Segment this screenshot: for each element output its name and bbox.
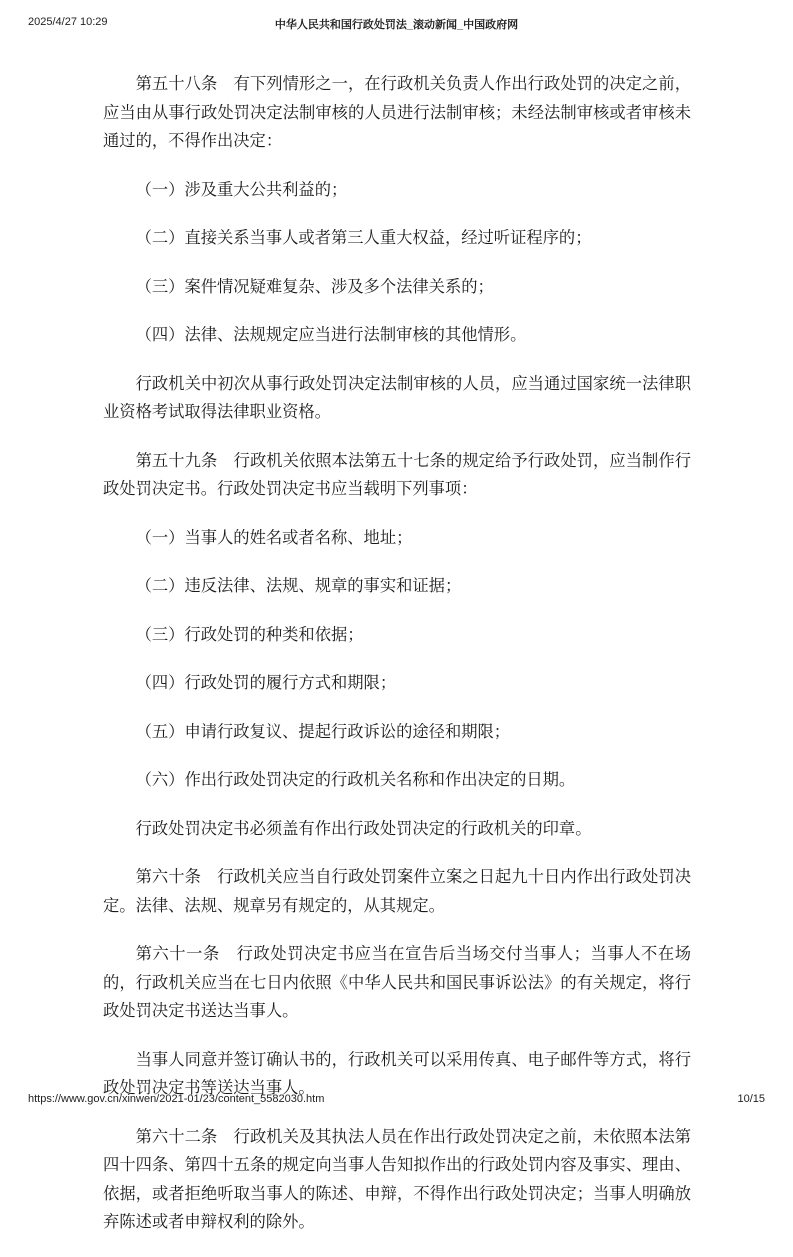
page-number: 10/15 — [737, 1093, 765, 1105]
article-58-item-2: （二）直接关系当事人或者第三人重大权益，经过听证程序的； — [135, 228, 592, 247]
article-58-item-4: （四）法律、法规规定应当进行法制审核的其他情形。 — [135, 325, 527, 344]
article-59-intro: 第五十九条 行政机关依照本法第五十七条的规定给予行政处罚，应当制作行政处罚决定书。行政处罚决定书应当载明下列事项： — [103, 450, 691, 498]
article-58-item-1: （一）涉及重大公共利益的； — [135, 179, 348, 199]
print-footer — [28, 1093, 765, 1109]
article-59-item-3: （三）行政处罚的种类和依据； — [135, 624, 364, 644]
article-59-item-2: （二）违反法律、法规、规章的事实和证据； — [135, 576, 462, 595]
article-61: 第六十一条 行政处罚决定书应当在宣告后当场交付当事人；当事人不在场的，行政机关应当在七日内依照《中华人民共和国民事诉讼法》的有关规定，将行政处罚决定书送达当事人。 — [103, 944, 691, 1020]
article-59-item-5: （五）申请行政复议、提起行政诉讼的途径和期限； — [135, 721, 511, 741]
article-59-item-4: （四）行政处罚的履行方式和期限； — [135, 673, 397, 692]
article-61-paragraph-2: 当事人同意并签订确认书的，行政机关可以采用传真、电子邮件等方式，将行政处罚决定书等送达当事人。 — [103, 1049, 691, 1097]
article-59-paragraph-2: 行政处罚决定书必须盖有作出行政处罚决定的行政机关的印章。 — [135, 818, 592, 838]
article-58-item-3: （三）案件情况疑难复杂、涉及多个法律关系的； — [135, 276, 494, 296]
article-60: 第六十条 行政机关应当自行政处罚案件立案之日起九十日内作出行政处罚决定。法律、法规、规章另有规定的，从其规定。 — [103, 867, 691, 915]
article-62: 第六十二条 行政机关及其执法人员在作出行政处罚决定之前，未依照本法第四十四条、第四十五条的规定向当事人告知拟作出的行政处罚内容及事实、理由、依据，或者拒绝听取当事人的陈述、申辩，不得作出行政处罚决定；当事人明确放弃陈述或者申辩权利的除外。 — [103, 1126, 691, 1231]
print-datetime: 2025/4/27 10:29 — [28, 16, 108, 28]
law-text-body — [103, 70, 691, 1257]
article-58-paragraph-2: 行政机关中初次从事行政处罚决定法制审核的人员，应当通过国家统一法律职业资格考试取得法律职业资格。 — [103, 373, 691, 421]
article-58-intro: 第五十八条 有下列情形之一，在行政机关负责人作出行政处罚的决定之前，应当由从事行政处罚决定法制审核的人员进行法制审核；未经法制审核或者审核未通过的，不得作出决定： — [103, 74, 691, 150]
print-header — [28, 16, 765, 32]
source-url: https://www.gov.cn/xinwen/2021-01/23/content_5582030.htm — [28, 1093, 325, 1105]
article-59-item-1: （一）当事人的姓名或者名称、地址； — [135, 527, 413, 547]
page-title: 中华人民共和国行政处罚法_滚动新闻_中国政府网 — [274, 19, 519, 31]
article-59-item-6: （六）作出行政处罚决定的行政机关名称和作出决定的日期。 — [135, 770, 576, 789]
